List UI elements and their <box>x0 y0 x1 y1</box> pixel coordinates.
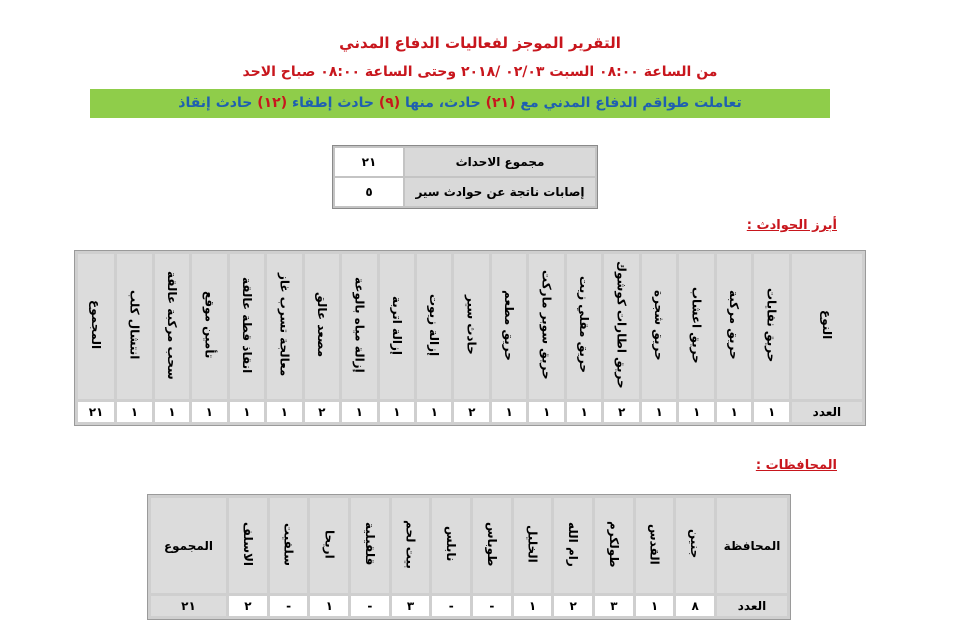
incident-count: ١ <box>754 402 788 422</box>
governorate-count: ١ <box>636 596 674 616</box>
report-period: من الساعة ٠٨:٠٠ السبت ٠٢/٠٣ /٢٠١٨ وحتى الساعة ٠٨:٠٠ صباح الاحد <box>242 64 718 80</box>
banner-total: (٢١) <box>485 95 516 111</box>
banner-text-2: حادث، منها <box>400 95 486 111</box>
incident-count: ١ <box>492 402 526 422</box>
governorate-count: ٣ <box>595 596 633 616</box>
governorate-col-header: طولكرم <box>595 498 633 593</box>
incident-col-header: سحب مركبة عالقة <box>155 254 189 399</box>
incident-count: ١ <box>642 402 676 422</box>
governorate-col-header: جنين <box>676 498 714 593</box>
incidents-header-row <box>78 254 862 399</box>
incident-count-label: العدد <box>792 402 862 422</box>
banner-text-1: تعاملت طواقم الدفاع المدني مع <box>515 95 742 111</box>
governorate-col-header: الاسلف <box>229 498 267 593</box>
incident-count: ١ <box>679 402 713 422</box>
governorate-count: ٢ <box>229 596 267 616</box>
incident-col-header: إزالة اتربة <box>380 254 414 399</box>
governorates-section-title: المحافظات : <box>755 458 837 473</box>
incident-count: ١ <box>155 402 189 422</box>
governorate-count: - <box>351 596 389 616</box>
incident-count: ١ <box>717 402 751 422</box>
summary-row <box>335 178 595 206</box>
incident-col-header: تأمين موقع <box>192 254 226 399</box>
incident-type-header: النوع <box>792 254 862 399</box>
incident-col-header: انقاذ قطة عالقة <box>230 254 264 399</box>
banner-fires: (٩) <box>378 95 401 111</box>
incident-count: ١ <box>117 402 151 422</box>
incident-count: ١ <box>267 402 301 422</box>
governorate-col-header: بيت لحم <box>392 498 430 593</box>
incident-count: ٢ <box>604 402 638 422</box>
incident-col-header: حريق مقلي زيت <box>567 254 601 399</box>
governorates-count-row <box>151 596 787 616</box>
incidents-table <box>74 250 866 426</box>
governorate-col-header: سلفيت <box>270 498 308 593</box>
incidents-count-row <box>78 402 862 422</box>
incident-count: ٢ <box>454 402 488 422</box>
incident-col-header: حريق سوبر ماركت <box>529 254 563 399</box>
incident-count: ١ <box>529 402 563 422</box>
governorate-col-header: طوباس <box>473 498 511 593</box>
incident-col-header: انتشال كلب <box>117 254 151 399</box>
incident-count: ١ <box>342 402 376 422</box>
incident-col-header: حادث سير <box>454 254 488 399</box>
incident-count: ١ <box>417 402 451 422</box>
banner-text-3: حادث إطفاء <box>287 95 379 111</box>
incident-col-header: معالجة تسرب غاز <box>267 254 301 399</box>
summary-value: ٢١ <box>335 148 403 176</box>
summary-label: إصابات ناتجة عن حوادث سير <box>405 178 595 206</box>
incident-total: ٢١ <box>78 402 114 422</box>
incident-col-header: إزالة مياه بالوعة <box>342 254 376 399</box>
governorates-table <box>147 494 791 620</box>
banner-text-4: حادث إنقاذ <box>178 95 258 111</box>
incident-count: ٢ <box>305 402 339 422</box>
incident-col-header: حريق شجرة <box>642 254 676 399</box>
governorate-col-header: الخليل <box>514 498 552 593</box>
governorate-header: المحافظة <box>717 498 787 593</box>
incident-col-header: حريق مركبة <box>717 254 751 399</box>
governorate-col-header: نابلس <box>432 498 470 593</box>
incident-col-header: مصعد عالق <box>305 254 339 399</box>
incident-count: ١ <box>567 402 601 422</box>
incident-count: ١ <box>230 402 264 422</box>
governorate-total-header: المجموع <box>151 498 226 593</box>
governorate-count: ١ <box>310 596 348 616</box>
incident-col-header: حريق اطارات كوشوك <box>604 254 638 399</box>
incident-col-header: إزالة زيوت <box>417 254 451 399</box>
summary-row <box>335 148 595 176</box>
governorate-count: ٣ <box>392 596 430 616</box>
report-title: التقرير الموجز لفعاليات الدفاع المدني <box>339 34 621 52</box>
governorate-col-header: قلقيلية <box>351 498 389 593</box>
governorate-count-label: العدد <box>717 596 787 616</box>
incident-col-header: حريق اعشاب <box>679 254 713 399</box>
governorate-count: - <box>270 596 308 616</box>
incident-col-header: حريق نفايات <box>754 254 788 399</box>
governorate-total: ٢١ <box>151 596 226 616</box>
incident-count: ١ <box>192 402 226 422</box>
banner-rescues: (١٢) <box>257 95 288 111</box>
governorate-count: ٢ <box>554 596 592 616</box>
incident-count: ١ <box>380 402 414 422</box>
governorate-count: - <box>432 596 470 616</box>
governorate-count: ١ <box>514 596 552 616</box>
governorate-col-header: اريحا <box>310 498 348 593</box>
governorate-count: - <box>473 596 511 616</box>
summary-value: ٥ <box>335 178 403 206</box>
governorate-col-header: القدس <box>636 498 674 593</box>
incident-col-header: حريق مطعم <box>492 254 526 399</box>
governorates-header-row <box>151 498 787 593</box>
summary-banner <box>90 89 830 118</box>
summary-table <box>332 145 598 209</box>
incidents-section-title: أبرز الحوادث : <box>746 218 837 233</box>
governorate-col-header: رام الله <box>554 498 592 593</box>
incident-total-header: المجموع <box>78 254 114 399</box>
governorate-count: ٨ <box>676 596 714 616</box>
summary-label: مجموع الاحداث <box>405 148 595 176</box>
